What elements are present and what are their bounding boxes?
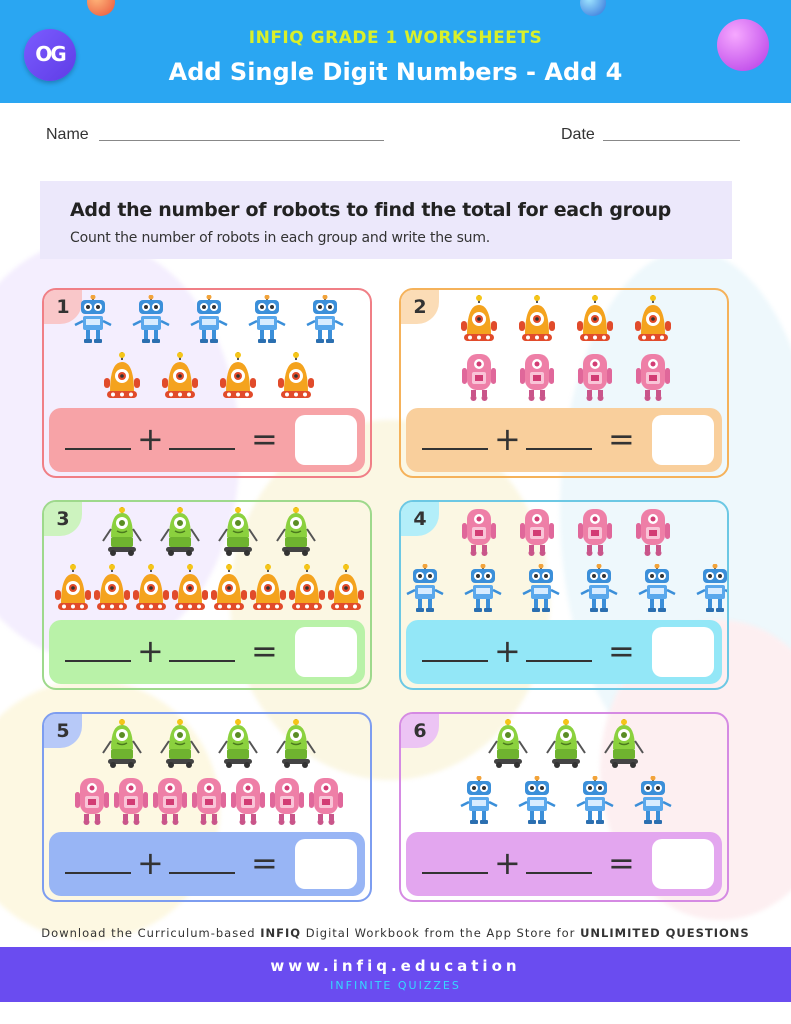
instructions-subtitle: Count the number of robots in each group and write the sum.: [70, 230, 491, 246]
problem-card-2: [399, 288, 729, 478]
pink-robot-icon: [228, 776, 268, 826]
second-addend-blank[interactable]: [526, 660, 592, 662]
orange-robot-icon: [218, 352, 258, 402]
problem-number: 6: [401, 714, 439, 748]
name-label: Name: [46, 126, 89, 143]
blue-robot-icon: [579, 564, 619, 614]
answer-box[interactable]: [295, 627, 357, 677]
first-addend-blank[interactable]: [65, 660, 131, 662]
answer-bar: [406, 832, 722, 896]
problem-card-6: [399, 712, 729, 902]
green-robot-icon: [218, 719, 258, 769]
pink-robot-icon: [517, 352, 557, 402]
answer-bar: [406, 620, 722, 684]
decorative-ball: [580, 0, 606, 16]
problem-number: 1: [44, 290, 82, 324]
download-note: [0, 926, 791, 940]
blue-robot-icon: [633, 776, 673, 826]
blue-robot-icon: [459, 776, 499, 826]
worksheet-header: [0, 0, 791, 103]
answer-box[interactable]: [295, 839, 357, 889]
second-addend-blank[interactable]: [169, 660, 235, 662]
orange-robot-icon: [248, 564, 288, 614]
note-middle: Digital Workbook from the App Store for: [301, 926, 581, 940]
answer-box[interactable]: [652, 839, 714, 889]
green-robot-icon: [604, 719, 644, 769]
problem-card-3: [42, 500, 372, 690]
first-addend-blank[interactable]: [422, 660, 488, 662]
green-robot-icon: [160, 507, 200, 557]
equals-sign: =: [608, 632, 635, 670]
logo-text: OG: [35, 42, 65, 66]
answer-bar: [49, 832, 365, 896]
answer-box[interactable]: [295, 415, 357, 465]
problem-number: 5: [44, 714, 82, 748]
orange-robot-icon: [633, 295, 673, 345]
problem-number: 4: [401, 502, 439, 536]
first-addend-blank[interactable]: [65, 872, 131, 874]
orange-robot-icon: [160, 352, 200, 402]
orange-robot-icon: [102, 352, 142, 402]
second-addend-blank[interactable]: [169, 448, 235, 450]
orange-robot-icon: [517, 295, 557, 345]
equals-sign: =: [251, 632, 278, 670]
name-field[interactable]: [99, 140, 384, 141]
problem-card-5: [42, 712, 372, 902]
date-field[interactable]: [603, 140, 740, 141]
pink-robot-icon: [189, 776, 229, 826]
answer-bar: [406, 408, 722, 472]
blue-robot-icon: [189, 295, 229, 345]
orange-robot-icon: [53, 564, 93, 614]
plus-sign: +: [494, 844, 521, 882]
pink-robot-icon: [459, 352, 499, 402]
orange-robot-icon: [131, 564, 171, 614]
blue-robot-icon: [695, 564, 729, 614]
equals-sign: =: [608, 420, 635, 458]
problem-card-1: [42, 288, 372, 478]
blue-robot-icon: [575, 776, 615, 826]
blue-robot-icon: [517, 776, 557, 826]
orange-robot-icon: [326, 564, 366, 614]
pink-robot-icon: [150, 776, 190, 826]
plus-sign: +: [494, 632, 521, 670]
plus-sign: +: [137, 844, 164, 882]
green-robot-icon: [546, 719, 586, 769]
page-title: Add Single Digit Numbers - Add 4: [168, 58, 623, 86]
equals-sign: =: [251, 420, 278, 458]
second-addend-blank[interactable]: [526, 448, 592, 450]
blue-robot-icon: [463, 564, 503, 614]
green-robot-icon: [276, 507, 316, 557]
blue-robot-icon: [521, 564, 561, 614]
plus-sign: +: [137, 632, 164, 670]
answer-box[interactable]: [652, 627, 714, 677]
problem-card-4: [399, 500, 729, 690]
first-addend-blank[interactable]: [65, 448, 131, 450]
instructions-title: Add the number of robots to find the total for each group: [70, 199, 671, 221]
pink-robot-icon: [459, 507, 499, 557]
header-supertitle: INFIQ GRADE 1 WORKSHEETS: [248, 28, 543, 48]
blue-robot-icon: [637, 564, 677, 614]
equals-sign: =: [251, 844, 278, 882]
blue-robot-icon: [131, 295, 171, 345]
pink-robot-icon: [72, 776, 112, 826]
green-robot-icon: [102, 719, 142, 769]
green-robot-icon: [276, 719, 316, 769]
green-robot-icon: [160, 719, 200, 769]
pink-robot-icon: [111, 776, 151, 826]
orange-robot-icon: [209, 564, 249, 614]
first-addend-blank[interactable]: [422, 872, 488, 874]
plus-sign: +: [494, 420, 521, 458]
orange-robot-icon: [92, 564, 132, 614]
second-addend-blank[interactable]: [169, 872, 235, 874]
orange-robot-icon: [287, 564, 327, 614]
answer-bar: [49, 408, 365, 472]
green-robot-icon: [102, 507, 142, 557]
orange-robot-icon: [575, 295, 615, 345]
instructions-box: [40, 181, 732, 259]
pink-robot-icon: [633, 507, 673, 557]
blue-robot-icon: [305, 295, 345, 345]
answer-bar: [49, 620, 365, 684]
first-addend-blank[interactable]: [422, 448, 488, 450]
problem-number: 2: [401, 290, 439, 324]
blue-robot-icon: [247, 295, 287, 345]
website-url[interactable]: www.infiq.education: [270, 957, 521, 975]
pink-robot-icon: [306, 776, 346, 826]
orange-robot-icon: [276, 352, 316, 402]
footer-tagline: INFINITE QUIZZES: [330, 979, 461, 992]
pink-robot-icon: [633, 352, 673, 402]
pink-robot-icon: [575, 507, 615, 557]
equals-sign: =: [608, 844, 635, 882]
second-addend-blank[interactable]: [526, 872, 592, 874]
green-robot-icon: [218, 507, 258, 557]
decorative-ball: [87, 0, 115, 16]
orange-robot-icon: [170, 564, 210, 614]
note-prefix: Download the Curriculum-based: [41, 926, 261, 940]
pink-robot-icon: [575, 352, 615, 402]
blue-robot-icon: [73, 295, 113, 345]
plus-sign: +: [137, 420, 164, 458]
blue-robot-icon: [405, 564, 445, 614]
note-emphasis: UNLIMITED QUESTIONS: [580, 926, 750, 940]
green-robot-icon: [488, 719, 528, 769]
orange-robot-icon: [459, 295, 499, 345]
note-brand: INFIQ: [260, 926, 302, 940]
pink-robot-icon: [517, 507, 557, 557]
problem-number: 3: [44, 502, 82, 536]
date-label: Date: [561, 126, 595, 143]
footer-bar: [0, 947, 791, 1002]
pink-robot-icon: [267, 776, 307, 826]
answer-box[interactable]: [652, 415, 714, 465]
